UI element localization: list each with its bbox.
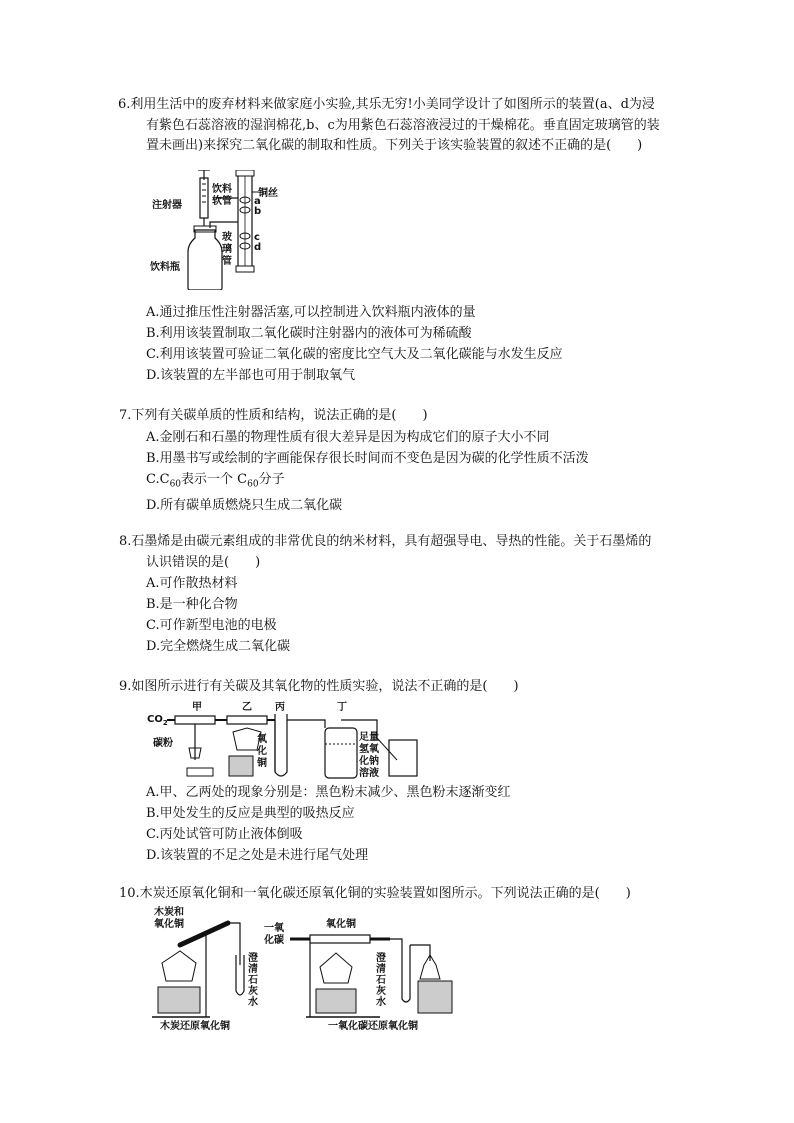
label-b: b (254, 206, 262, 217)
label-limewater-3: 石 (248, 975, 258, 986)
question-7 (119, 406, 699, 516)
label-syringe: 注射器 (152, 200, 182, 211)
option-8a: A.可作散热材料 (146, 576, 238, 591)
option-9d: D.该装置的不足之处是未进行尾气处理 (146, 848, 369, 863)
question-6 (119, 95, 699, 157)
option-7b: B.用墨书写或绘制的字画能保存很长时间而不变色是因为碳的化学性质不活泼 (146, 450, 589, 466)
label-c: c (254, 232, 260, 243)
label-naoh-2: 氢氧 (359, 744, 379, 755)
label-copper-wire: 铜丝 (258, 188, 278, 199)
question-8-stem: 8.石墨烯是由碳元素组成的非常优良的纳米材料，具有超强导电、导热的性能。关于石墨烯的 认识错误的是( ) (119, 534, 652, 570)
caption-co: 一氧化碳还原氧化铜 (328, 1021, 418, 1032)
question-6-figure (150, 170, 280, 290)
label-co-1: 一氧 (264, 923, 284, 934)
label-naoh-3: 化钠 (359, 756, 379, 767)
question-6-stem: 6.利用生活中的废弃材料来做家庭小实验,其乐无穷!小美同学设计了如图所示的装置(a、d为浸 有紫色石蕊溶液的湿润棉花,b、c为用紫色石蕊溶液浸过的干燥棉花。垂直固定玻璃管的装 置未画出)来探究二氧化碳的制取和性质。下列关于该实验装置的叙述不正确的是( ) (118, 97, 660, 153)
label-limewater-r2: 清 (376, 964, 386, 975)
option-6d: D.该装置的左半部也可用于制取氧气 (146, 368, 356, 383)
label-bottle: 饮料瓶 (150, 262, 180, 273)
label-co2: $CO_2$ (147, 714, 168, 727)
label-tube-2: 软管 (212, 196, 232, 207)
question-9-figure (147, 700, 422, 782)
label-jia: 甲 (192, 702, 202, 713)
question-6-options (119, 302, 699, 386)
label-ding: 丁 (337, 702, 347, 713)
label-yi: 乙 (242, 702, 252, 713)
label-bing: 丙 (275, 702, 285, 713)
question-9-stem: 9.如图所示进行有关碳及其氧化物的性质实验，说法不正确的是( ) (119, 679, 519, 694)
question-9-options (119, 782, 699, 866)
option-6a: A.通过推压性注射器活塞,可以控制进入饮料瓶内液体的量 (146, 305, 476, 320)
label-limewater-r1: 澄 (376, 953, 386, 964)
label-d: d (254, 242, 262, 253)
label-limewater-4: 灰 (248, 986, 258, 997)
label-charcoal-2: 氧化铜 (154, 919, 184, 930)
label-limewater-2: 清 (248, 964, 258, 975)
label-cuo-3: 铜 (257, 758, 267, 769)
option-8d: D.完全燃烧生成二氧化碳 (146, 639, 291, 654)
question-9 (119, 677, 699, 698)
option-9b: B.甲处发生的反应是典型的吸热反应 (146, 806, 355, 821)
option-8c: C.可作新型电池的电极 (146, 618, 277, 633)
label-cuo-1: 氧 (257, 734, 267, 745)
option-7d: D.所有碳单质燃烧只生成二氧化碳 (146, 498, 343, 514)
option-9c: C.丙处试管可防止液体倒吸 (146, 827, 303, 842)
option-9a: A.甲、乙两处的现象分别是：黑色粉末减少、黑色粉末逐渐变红 (146, 785, 511, 800)
option-6c: C.利用该装置可验证二氧化碳的密度比空气大及二氧化碳能与水发生反应 (146, 347, 563, 362)
caption-charcoal: 木炭还原氧化铜 (160, 1021, 230, 1032)
label-glass-1: 玻 (222, 232, 232, 243)
label-carbon: 碳粉 (153, 738, 173, 749)
label-naoh-4: 溶液 (359, 768, 379, 779)
label-glass-2: 璃 (222, 244, 232, 255)
label-cuo-2: 化 (257, 746, 267, 757)
label-limewater-r5: 水 (376, 997, 386, 1008)
label-tube-1: 饮料 (212, 184, 232, 195)
option-8b: B.是一种化合物 (146, 597, 238, 612)
option-7c: $C.C_{60}$表示一个 $C_{60}$分子 (146, 471, 285, 490)
label-co-2: 化碳 (264, 935, 284, 946)
label-limewater-5: 水 (248, 997, 258, 1008)
option-7a: A.金刚石和石墨的物理性质有很大差异是因为构成它们的原子大小不同 (146, 429, 550, 445)
question-7-stem: 7.下列有关碳单质的性质和结构，说法正确的是( ) (119, 408, 428, 423)
label-a: a (254, 196, 261, 207)
question-10 (119, 884, 699, 905)
label-limewater-1: 澄 (248, 953, 258, 964)
option-6b: B.利用该装置制取二氧化碳时注射器内的液体可为稀硫酸 (146, 326, 472, 341)
question-10-figure (140, 905, 460, 1035)
question-10-stem: 10.木炭还原氧化铜和一氧化碳还原氧化铜的实验装置如图所示。下列说法正确的是( ) (119, 886, 631, 901)
question-8 (119, 532, 699, 657)
label-cuo: 氧化铜 (326, 919, 356, 930)
label-limewater-r3: 石 (376, 975, 386, 986)
label-limewater-r4: 灰 (376, 986, 386, 997)
label-naoh-1: 足量 (359, 732, 379, 743)
label-glass-3: 管 (222, 256, 232, 267)
label-charcoal-1: 木炭和 (154, 907, 184, 918)
